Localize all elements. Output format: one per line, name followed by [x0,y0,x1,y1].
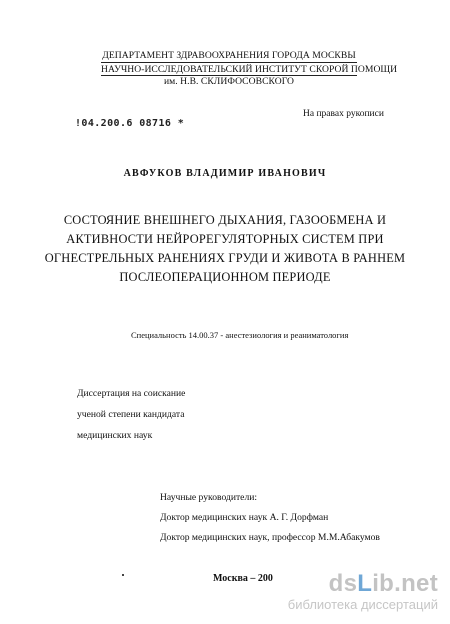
scan-speck [122,574,124,576]
supervisor-2: Доктор медицинских наук, профессор М.М.Абакумов [160,532,380,543]
dissertation-line-2: ученой степени кандидата [77,409,185,420]
author-name: АВФУКОВ ВЛАДИМИР ИВАНОВИЧ [123,168,327,179]
logo-prefix: ds [328,570,358,597]
registration-stamp: !04.200.6 08716 * [75,118,185,129]
header-department: ДЕПАРТАМЕНТ ЗДРАВООХРАНЕНИЯ ГОРОДА МОСКВЫ [102,50,356,61]
dissertation-line-3: медицинских наук [77,430,153,441]
header-institute: НАУЧНО-ИССЛЕДОВАТЕЛЬСКИЙ ИНСТИТУТ СКОРОЙ ПОМОЩИ [101,64,398,75]
dslib-logo [288,571,438,597]
dslib-subtitle: библиотека диссертаций [287,597,438,612]
header-institute-name: им. Н.В. СКЛИФОСОВСКОГО [163,76,295,87]
specialty: Специальность 14.00.37 - анестезиология и реаниматология [131,330,349,340]
dissertation-line-1: Диссертация на соискание [77,388,186,399]
supervisor-1: Доктор медицинских наук А. Г. Дорфман [160,512,329,523]
title-line-3: ОГНЕСТРЕЛЬНЫХ РАНЕНИЯХ ГРУДИ И ЖИВОТА В РАННЕМ [44,251,406,265]
logo-suffix: ib.net [372,570,438,597]
title-line-2: АКТИВНОСТИ НЕЙРОРЕГУЛЯТОРНЫХ СИСТЕМ ПРИ [66,232,384,246]
title-line-1: СОСТОЯНИЕ ВНЕШНЕГО ДЫХАНИЯ, ГАЗООБМЕНА И [63,213,387,227]
header-rule-1 [101,62,357,63]
dissertation-title [0,211,450,287]
manuscript-rights: На правах рукописи [303,109,384,119]
logo-highlight: L [357,570,373,597]
dslib-watermark [288,571,438,612]
title-line-4: ПОСЛЕОПЕРАЦИОННОМ ПЕРИОДЕ [119,270,331,284]
supervisors-heading: Научные руководители: [160,492,258,503]
city-year: Москва – 200 [213,573,273,584]
